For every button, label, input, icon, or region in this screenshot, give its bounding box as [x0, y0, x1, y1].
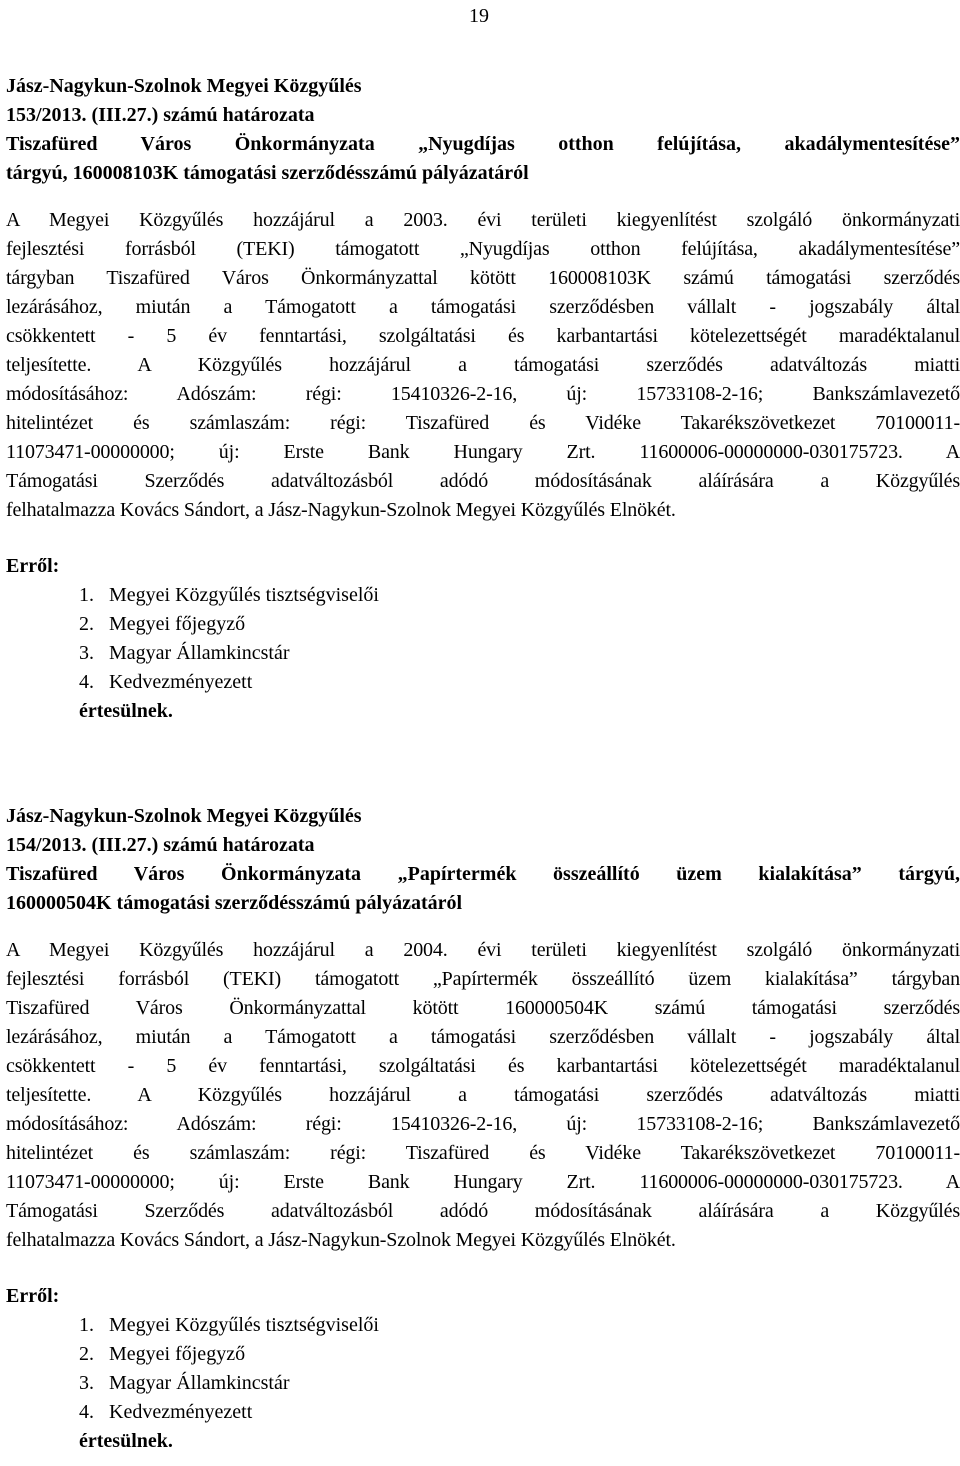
list-item	[79, 610, 960, 639]
resolution-153	[6, 72, 960, 726]
list-item	[79, 581, 960, 610]
list-number: 2.	[79, 613, 94, 635]
list-number: 4.	[79, 671, 94, 693]
resolution-body	[6, 206, 960, 525]
body-line: módosításához: Adószám: régi: 15410326-2-16, új: 15733108-2-16; Bankszámlavezető	[6, 1113, 960, 1135]
resolution-subject: Tiszafüred Város Önkormányzata „Nyugdíjas otthon felújítása, akadálymentesítése”	[6, 133, 960, 155]
assembly-name: Jász-Nagykun-Szolnok Megyei Közgyűlés	[6, 75, 362, 97]
spacer	[6, 188, 960, 206]
notification-label: Erről:	[6, 1285, 60, 1307]
body-line: 11073471-00000000; új: Erste Bank Hungary Zrt. 11600006-00000000-030175723. A	[6, 1171, 960, 1193]
resolution-154	[6, 802, 960, 1456]
body-line: lezárásához, miután a Támogatott a támogatási szerződésben vállalt - jogszabály által	[6, 296, 960, 318]
body-line: felhatalmazza Kovács Sándort, a Jász-Nagykun-Szolnok Megyei Közgyűlés Elnökét.	[6, 499, 676, 521]
body-line: Támogatási Szerződés adatváltozásból adódó módosításának aláírására a Közgyűlés	[6, 1200, 960, 1222]
recipient-name: Megyei Közgyűlés tisztségviselői	[109, 1314, 379, 1336]
recipient-name: Magyar Államkincstár	[109, 1372, 290, 1394]
list-item	[79, 1398, 960, 1427]
recipient-name: Megyei főjegyző	[109, 613, 246, 635]
resolution-subject: Tiszafüred Város Önkormányzata „Papírtermék összeállító üzem kialakítása” tárgyú,	[6, 863, 960, 885]
list-number: 4.	[79, 1401, 94, 1423]
body-line: teljesítette. A Közgyűlés hozzájárul a támogatási szerződés adatváltozás miatti	[6, 354, 960, 376]
list-item	[79, 1311, 960, 1340]
list-number: 1.	[79, 1314, 94, 1336]
body-line: csökkentett - 5 év fenntartási, szolgáltatási és karbantartási kötelezettségét maradéktalanul	[6, 1055, 960, 1077]
body-line: hitelintézet és számlaszám: régi: Tiszafüred és Vidéke Takarékszövetkezet 70100011-	[6, 1142, 960, 1164]
resolution-subject-cont: tárgyú, 160008103K támogatási szerződésszámú pályázatáról	[6, 162, 529, 184]
assembly-name: Jász-Nagykun-Szolnok Megyei Közgyűlés	[6, 805, 362, 827]
list-item	[79, 1340, 960, 1369]
recipient-name: Megyei főjegyző	[109, 1343, 246, 1365]
body-line: Támogatási Szerződés adatváltozásból adódó módosításának aláírására a Közgyűlés	[6, 470, 960, 492]
resolution-subject-cont: 160000504K támogatási szerződésszámú pályázatáról	[6, 892, 463, 914]
resolution-number: 153/2013. (III.27.) számú határozata	[6, 104, 315, 126]
body-line: tárgyban Tiszafüred Város Önkormányzattal kötött 160008103K számú támogatási szerződés	[6, 267, 960, 289]
recipient-list	[6, 581, 960, 697]
list-number: 3.	[79, 1372, 94, 1394]
body-line: felhatalmazza Kovács Sándort, a Jász-Nagykun-Szolnok Megyei Közgyűlés Elnökét.	[6, 1229, 676, 1251]
body-line: csökkentett - 5 év fenntartási, szolgáltatási és karbantartási kötelezettségét maradéktalanul	[6, 325, 960, 347]
list-item	[79, 1369, 960, 1398]
body-line: Tiszafüred Város Önkormányzattal kötött 160000504K számú támogatási szerződés	[6, 997, 960, 1019]
list-number: 1.	[79, 584, 94, 606]
resolution-body	[6, 936, 960, 1255]
recipient-name: Kedvezményezett	[109, 671, 253, 693]
page-number: 19	[469, 5, 489, 27]
body-line: lezárásához, miután a Támogatott a támogatási szerződésben vállalt - jogszabály által	[6, 1026, 960, 1048]
body-line: fejlesztési forrásból (TEKI) támogatott „Papírtermék összeállító üzem kialakítása” tárgyban	[6, 968, 960, 990]
list-item	[79, 639, 960, 668]
recipient-name: Kedvezményezett	[109, 1401, 253, 1423]
list-number: 2.	[79, 1343, 94, 1365]
recipient-list	[6, 1311, 960, 1427]
notification-label: Erről:	[6, 555, 60, 577]
body-line: 11073471-00000000; új: Erste Bank Hungary Zrt. 11600006-00000000-030175723. A	[6, 441, 960, 463]
resolution-number: 154/2013. (III.27.) számú határozata	[6, 834, 315, 856]
closing-word: értesülnek.	[79, 700, 173, 722]
body-line: A Megyei Közgyűlés hozzájárul a 2004. évi területi kiegyenlítést szolgáló önkormányzati	[6, 939, 960, 961]
body-line: hitelintézet és számlaszám: régi: Tiszafüred és Vidéke Takarékszövetkezet 70100011-	[6, 412, 960, 434]
closing-word: értesülnek.	[79, 1430, 173, 1452]
list-item	[79, 668, 960, 697]
list-number: 3.	[79, 642, 94, 664]
body-line: módosításához: Adószám: régi: 15410326-2-16, új: 15733108-2-16; Bankszámlavezető	[6, 383, 960, 405]
body-line: fejlesztési forrásból (TEKI) támogatott „Nyugdíjas otthon felújítása, akadálymentesítése”	[6, 238, 960, 260]
recipient-name: Megyei Közgyűlés tisztségviselői	[109, 584, 379, 606]
recipient-name: Magyar Államkincstár	[109, 642, 290, 664]
spacer	[6, 918, 960, 936]
body-line: teljesítette. A Közgyűlés hozzájárul a támogatási szerződés adatváltozás miatti	[6, 1084, 960, 1106]
body-line: A Megyei Közgyűlés hozzájárul a 2003. évi területi kiegyenlítést szolgáló önkormányzati	[6, 209, 960, 231]
